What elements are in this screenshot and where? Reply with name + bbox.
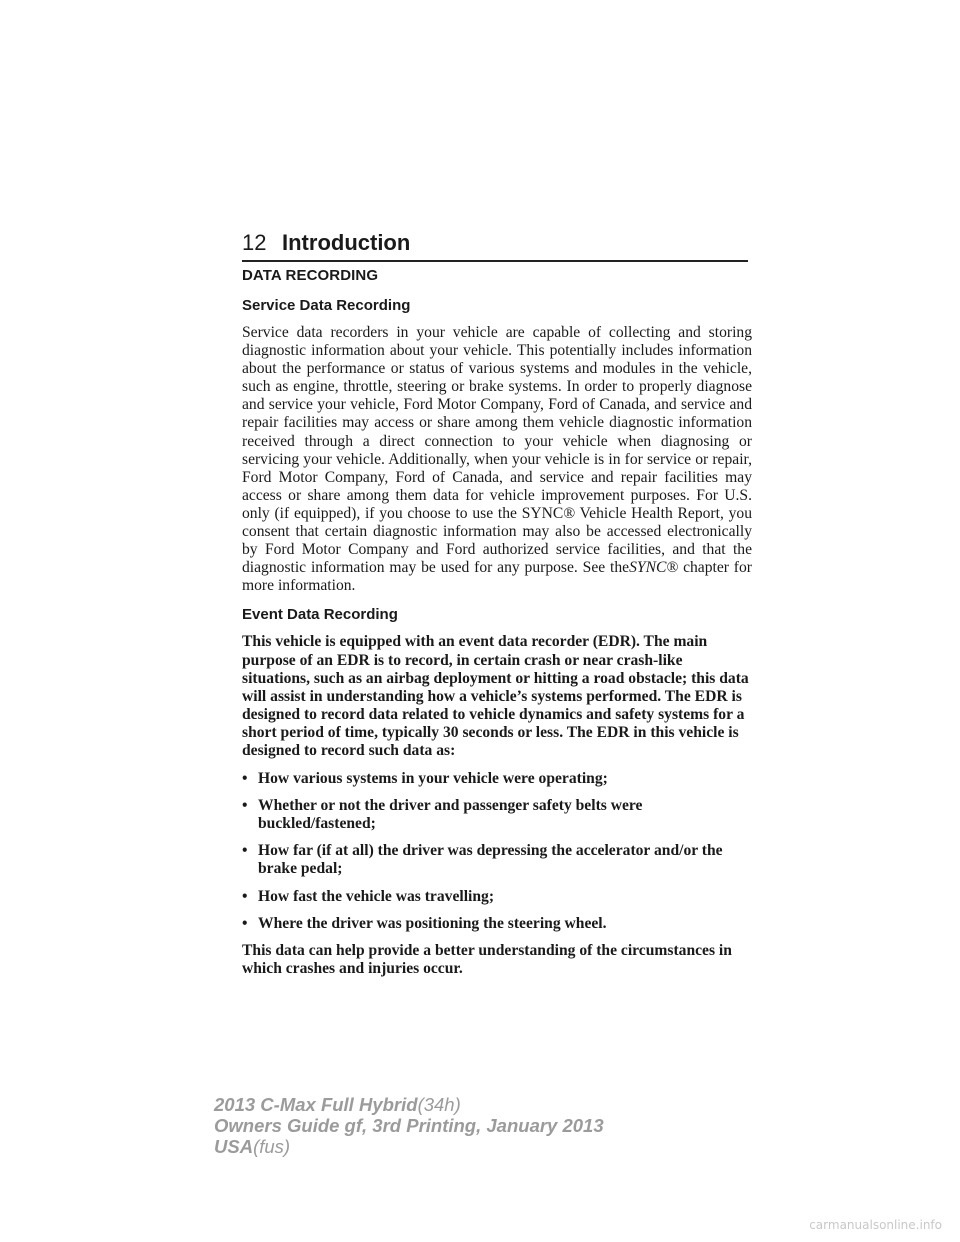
bullet-icon: •: [242, 914, 248, 932]
list-item-text: How far (if at all) the driver was depressing the accelerator and/or the brake pedal;: [258, 842, 723, 878]
footer-line-printing: Owners Guide gf, 3rd Printing, January 2013: [214, 1115, 604, 1136]
chapter-title: Introduction: [282, 230, 411, 255]
edr-intro-paragraph: This vehicle is equipped with an event data recorder (EDR). The main purpose of an EDR is to record, in certain crash or near crash-like situations, such as an airbag deployment or hitting a road obstacle; this data will assist in understanding how a vehicle’s systems performed. The EDR is designed to record data related to vehicle dynamics and safety systems for a short period of time, typically 30 seconds or less. The EDR in this vehicle is designed to record such data as:: [242, 633, 749, 759]
footer-line-model: [214, 1094, 604, 1115]
bullet-icon: •: [242, 842, 248, 860]
footer-market-code: (fus): [253, 1136, 291, 1157]
footer-market-name: USA: [214, 1136, 254, 1157]
edr-data-list: [242, 770, 752, 933]
service-data-paragraph: [242, 324, 752, 595]
list-item: [242, 842, 752, 878]
bullet-icon: •: [242, 770, 248, 788]
list-item: [242, 770, 752, 788]
list-item-text: How fast the vehicle was travelling;: [258, 887, 495, 905]
footer-line-market: [214, 1136, 604, 1157]
list-item: [242, 797, 752, 833]
service-data-heading: Service Data Recording: [242, 297, 411, 314]
page-header: [242, 230, 748, 262]
list-item-text: Where the driver was positioning the steering wheel.: [258, 914, 607, 932]
list-item: [242, 915, 752, 933]
bullet-icon: •: [242, 797, 248, 815]
service-paragraph-text: Service data recorders in your vehicle are capable of collecting and storing diagnostic information about your vehicle. This potentially includes information about the performance or status of various systems and modules in the vehicle, such as engine, throttle, steering or brake systems. In order to properly diagnose and service your vehicle, Ford Motor Company, Ford of Canada, and service and repair facilities may access or share among them vehicle diagnostic information received through a direct connection to your vehicle when diagnosing or servicing your vehicle. Additionally, when your vehicle is in for service or repair, Ford Motor Company, Ford of Canada, and service and repair facilities may access or share among them data for vehicle improvement purposes. For U.S. only (if equipped), if you choose to use the SYNC® Vehicle Health Report, you consent that certain diagnostic information may also be accessed electronically by Ford Motor Company and Ford authorized service facilities, and that the diagnostic information may be used for any purpose. See the: [242, 324, 752, 577]
section-title: DATA RECORDING: [242, 267, 379, 284]
footer-model-code: (34h): [417, 1094, 461, 1115]
watermark: carmanualsonline.info: [809, 1218, 942, 1232]
list-item-text: Whether or not the driver and passenger safety belts were buckled/fastened;: [258, 797, 643, 833]
edr-closing-paragraph: This data can help provide a better understanding of the circumstances in which crashes and injuries occur.: [242, 941, 732, 977]
list-item-text: How various systems in your vehicle were operating;: [258, 770, 608, 788]
sync-chapter-reference: SYNC®: [629, 559, 679, 577]
page-number: 12: [242, 230, 267, 255]
service-paragraph-end: chapter for more information.: [242, 559, 752, 595]
footer-model-name: 2013 C-Max Full Hybrid: [214, 1094, 418, 1115]
list-item: [242, 888, 752, 906]
event-data-heading: Event Data Recording: [242, 606, 398, 624]
bullet-icon: •: [242, 887, 248, 905]
document-footer: [214, 1094, 604, 1157]
page-content: [242, 266, 752, 988]
